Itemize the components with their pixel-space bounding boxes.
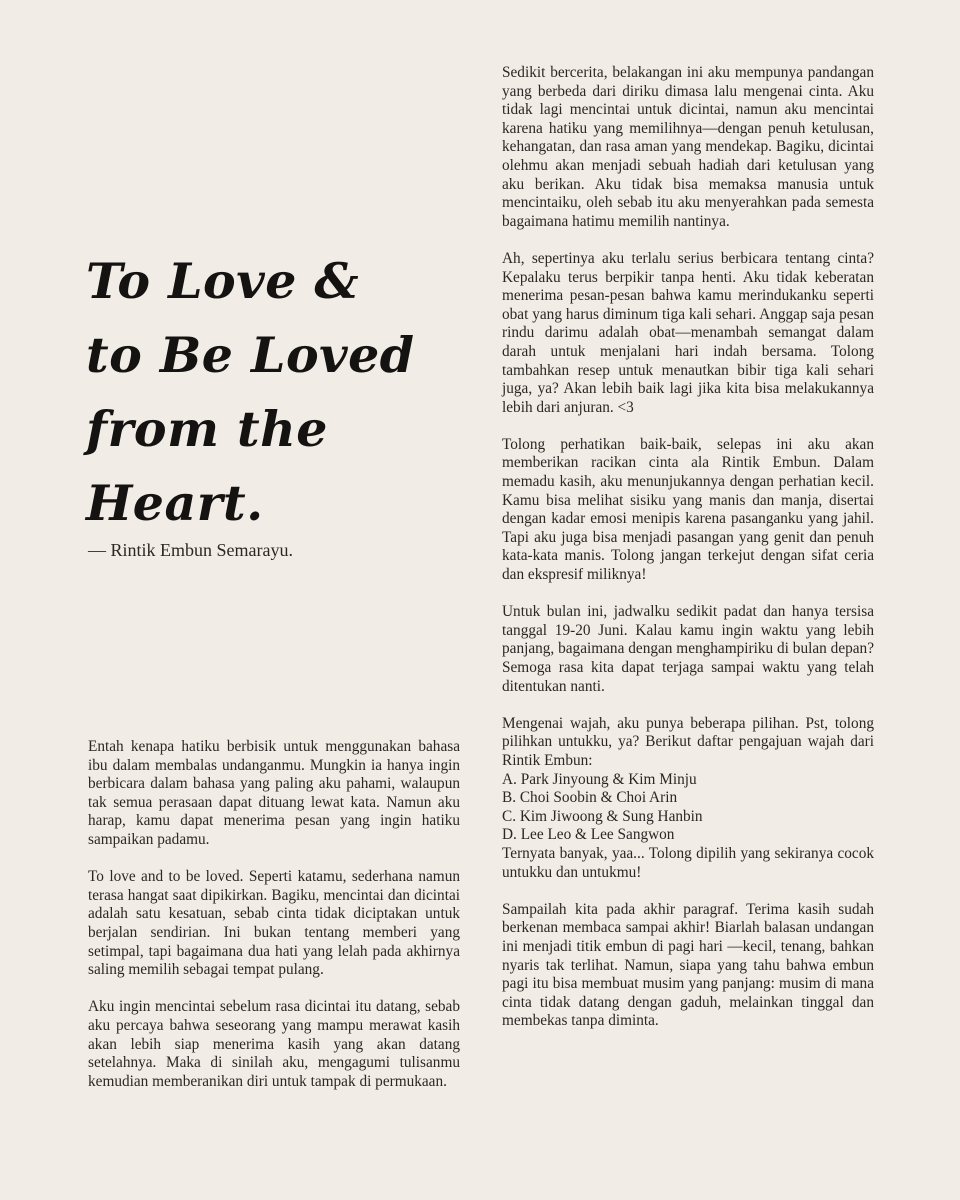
faces-intro: Mengenai wajah, aku punya beberapa pilihan. Pst, tolong pilihkan untukku, ya? Berikut daftar pengajuan wajah dari Rintik Embun: [502, 714, 874, 769]
closing-paragraph: Sampailah kita pada akhir paragraf. Terima kasih sudah berkenan membaca sampai akhir! Biarlah balasan undangan ini menjadi titik embun di pagi hari —kecil, tenang, bahkan nyaris tak terlihat. Namun, siapa yang tahu bahwa embun pagi itu bisa membuat musim yang panjang: musim di mana cinta tidak datang dengan gaduh, melainkan tinggal dan membekas tanpa diminta. [502, 900, 874, 1030]
faces-outro: Ternyata banyak, yaa... Tolong dipilih yang sekiranya cocok untukku dan untukmu! [502, 844, 874, 881]
author-signature: — Rintik Embun Semarayu. [88, 540, 293, 560]
paragraph: Aku ingin mencintai sebelum rasa dicintai itu datang, sebab aku percaya bahwa seseorang yang mampu merawat kasih akan lebih siap menerima kasih yang akan datang setelahnya. Maka di sinilah aku, mengagumi tulisanmu kemudian memberanikan diri untuk tampak di permukaan. [88, 998, 460, 1090]
left-column [88, 738, 460, 1091]
title-line: Heart. [86, 474, 264, 532]
paragraph: Tolong perhatikan baik-baik, selepas ini aku akan memberikan racikan cinta ala Rintik Embun. Dalam memadu kasih, aku menunjukannya dengan perhatian kecil. Kamu bisa melihat sisiku yang manis dan manja, disertai dengan kadar emosi menipis karena pasanganku yang jahil. Tapi aku juga bisa menjadi pasangan yang genit dan penuh kata-kata manis. Tolong jangan terkejut dengan sifat ceria dan ekspresif miliknya! [502, 435, 874, 584]
paragraph: Entah kenapa hatiku berbisik untuk menggunakan bahasa ibu dalam membalas undanganmu. Mungkin ia hanya ingin berbicara dalam bahasa yang paling aku pahami, walaupun tak semua perasaan dapat dituang lewat kata. Namun aku harap, kamu dapat menerima pesan yang ingin hatiku sampaikan padamu. [88, 738, 460, 848]
face-option: D. Lee Leo & Lee Sangwon [502, 826, 675, 844]
face-option: A. Park Jinyoung & Kim Minju [502, 770, 697, 788]
title-line: to Be Loved [86, 326, 415, 384]
letter-title [86, 244, 486, 540]
face-option: B. Choi Soobin & Choi Arin [502, 789, 678, 807]
face-option: C. Kim Jiwoong & Sung Hanbin [502, 807, 703, 825]
paragraph: Sedikit bercerita, belakangan ini aku mempunya pandangan yang berbeda dari diriku dimasa lalu mengenai cinta. Aku tidak lagi mencintai untuk dicintai, namun aku mencintai karena hatiku yang memilihnya—dengan penuh ketulusan, kehangatan, dan rasa aman yang mendekap. Bagiku, dicintai olehmu akan menjadi sebuah hadiah dari ketulusan yang aku berikan. Aku tidak bisa memaksa manusia untuk mencintaiku, oleh sebab itu aku menyerahkan pada semesta bagaimana hatimu memilih nantinya. [502, 64, 874, 230]
paragraph: Untuk bulan ini, jadwalku sedikit padat dan hanya tersisa tanggal 19-20 Juni. Kalau kamu ingin waktu yang lebih panjang, bagaimana dengan menghampiriku di bulan depan? Semoga rasa kita dapat terjaga sampai waktu yang telah ditentukan nanti. [502, 603, 874, 695]
paragraph: To love and to be loved. Seperti katamu, sederhana namun terasa hangat saat dipikirkan. Bagiku, mencintai dan dicintai adalah satu kesatuan, sebab cinta tidak diciptakan untuk berjalan sendirian. Ini bukan tentang memberi yang setimpal, tapi bagaimana dua hati yang lelah pada akhirnya saling memilih sebagai tempat pulang. [88, 868, 460, 979]
faces-paragraph [502, 715, 874, 882]
right-column [502, 64, 874, 1031]
title-line: from the [86, 400, 328, 458]
paragraph: Ah, sepertinya aku terlalu serius berbicara tentang cinta? Kepalaku terus berpikir tanpa henti. Aku tidak keberatan menerima pesan-pesan bahwa kamu merindukanku seperti obat yang harus diminum tiga kali sehari. Anggap saja pesan rindu darimu adalah obat—menambah semangat dalam darah untuk menjalani hari indah bersama. Tolong tambahkan resep untuk menautkan bibir tiga kali sehari juga, ya? Akan lebih baik lagi jika kita bisa melakukannya lebih dari anjuran. <3 [502, 249, 874, 416]
title-line: To Love & [86, 252, 360, 310]
